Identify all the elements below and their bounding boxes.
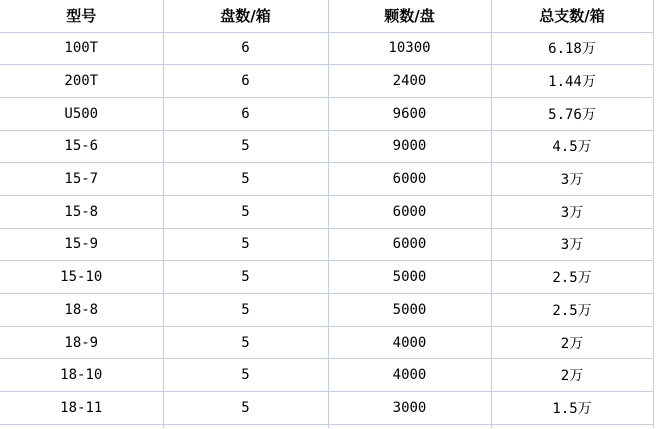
table-cell: 4000 [328, 359, 491, 392]
partial-row [0, 424, 653, 428]
table-row [0, 392, 653, 425]
table-cell: 5 [163, 261, 328, 294]
table-cell: 18-11 [0, 392, 163, 425]
table-cell: 2万 [491, 359, 653, 392]
table-footer [0, 424, 653, 428]
table-cell: 5.76万 [491, 97, 653, 130]
partial-cell [328, 424, 491, 428]
table-row [0, 195, 653, 228]
table-cell: 15-10 [0, 261, 163, 294]
table-cell: 5 [163, 392, 328, 425]
table-cell: 1.44万 [491, 65, 653, 98]
table-cell: 4.5万 [491, 130, 653, 163]
table-cell: 5 [163, 195, 328, 228]
table-row [0, 261, 653, 294]
column-header-plates-per-box: 盘数/箱 [163, 0, 328, 32]
table-cell: 2.5万 [491, 294, 653, 327]
header-row [0, 0, 653, 32]
table-cell: U500 [0, 97, 163, 130]
partial-cell [163, 424, 328, 428]
table-cell: 5 [163, 228, 328, 261]
table-cell: 1.5万 [491, 392, 653, 425]
table-cell: 4000 [328, 326, 491, 359]
table-cell: 6 [163, 32, 328, 65]
table-cell: 6 [163, 65, 328, 98]
table-cell: 5 [163, 294, 328, 327]
table-row [0, 163, 653, 196]
table-cell: 6000 [328, 163, 491, 196]
table-cell: 5 [163, 326, 328, 359]
column-header-pieces-per-plate: 颗数/盘 [328, 0, 491, 32]
table-cell: 3万 [491, 163, 653, 196]
table-cell: 200T [0, 65, 163, 98]
table-cell: 3000 [328, 392, 491, 425]
table-row [0, 130, 653, 163]
table-cell: 2400 [328, 65, 491, 98]
table-row [0, 359, 653, 392]
table-cell: 15-9 [0, 228, 163, 261]
table-cell: 5000 [328, 261, 491, 294]
table-cell: 100T [0, 32, 163, 65]
table-cell: 6000 [328, 195, 491, 228]
table-cell: 2.5万 [491, 261, 653, 294]
table-cell: 3万 [491, 195, 653, 228]
table-cell: 15-7 [0, 163, 163, 196]
table-row [0, 97, 653, 130]
table-cell: 10300 [328, 32, 491, 65]
table-cell: 6000 [328, 228, 491, 261]
table-cell: 6.18万 [491, 32, 653, 65]
table-cell: 6 [163, 97, 328, 130]
column-header-total-per-box: 总支数/箱 [491, 0, 653, 32]
table-cell: 15-8 [0, 195, 163, 228]
table-cell: 5 [163, 359, 328, 392]
table-cell: 5 [163, 130, 328, 163]
table-header [0, 0, 653, 32]
table-cell: 2万 [491, 326, 653, 359]
table-cell: 3万 [491, 228, 653, 261]
table-cell: 5 [163, 163, 328, 196]
table-cell: 15-6 [0, 130, 163, 163]
table-row [0, 228, 653, 261]
partial-cell [491, 424, 653, 428]
table-row [0, 32, 653, 65]
table-cell: 9000 [328, 130, 491, 163]
table-cell: 5000 [328, 294, 491, 327]
table-cell: 9600 [328, 97, 491, 130]
table-row [0, 65, 653, 98]
column-header-model: 型号 [0, 0, 163, 32]
table-cell: 18-8 [0, 294, 163, 327]
partial-cell [0, 424, 163, 428]
table-cell: 18-9 [0, 326, 163, 359]
table-row [0, 326, 653, 359]
table-cell: 18-10 [0, 359, 163, 392]
table-row [0, 294, 653, 327]
table-body [0, 32, 653, 424]
